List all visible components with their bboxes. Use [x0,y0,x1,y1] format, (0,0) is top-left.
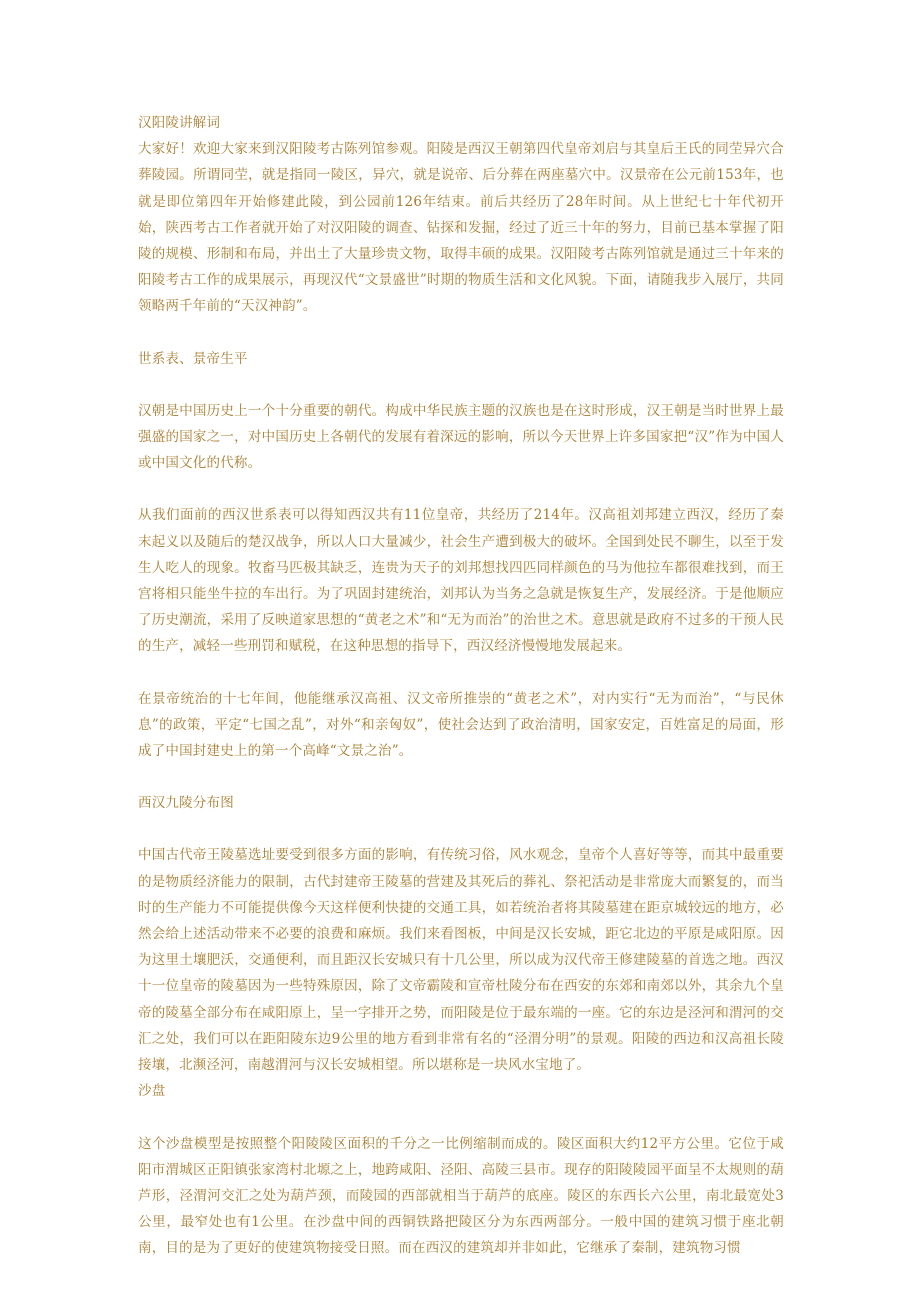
paragraph-han-dynasty: 汉朝是中国历史上一个十分重要的朝代。构成中华民族主题的汉族也是在这时形成，汉王朝是当时世界上最强盛的国家之一，对中国历史上各朝代的发展有着深远的影响，所以今天世界上许多国家把“汉”作为中国人或中国文化的代称。 [138,402,784,472]
document-title: 汉阳陵讲解词 [138,115,221,131]
paragraph-sand-table-model: 这个沙盘模型是按照整个阳陵陵区面积的千分之一比例缩制而成的。陵区面积大约12平方公里。它位于咸阳市渭城区正阳镇张家湾村北塬之上，地跨咸阳、泾阳、高陵三县市。现存的阳陵陵园平面呈不太规则的葫芦形，泾渭河交汇之处为葫芦颈，而陵园的西部就相当于葫芦的底座。陵区的东西长六公里，南北最宽处3公里，最窄处也有1公里。在沙盘中间的西铜铁路把陵区分为东西两部分。一般中国的建筑习惯于座北朝南，目的是为了更好的使建筑物接受日照。而在西汉的建筑却并非如此，它继承了秦制，建筑物习惯 [138,1135,784,1257]
paragraph-western-han-emperors: 从我们面前的西汉世系表可以得知西汉共有11位皇帝，共经历了214年。汉高祖刘邦建立西汉，经历了秦末起义以及随后的楚汉战争，所以人口大量减少，社会生产遭到极大的破坏。全国到处民不聊生，以至于发生人吃人的现象。牧畜马匹极其缺乏，连贵为天子的刘邦想找四匹同样颜色的马为他拉车都很难找到，而王宫将相只能坐牛拉的车出行。为了巩固封建统治，刘邦认为当务之急就是恢复生产，发展经济。于是他顺应了历史潮流，采用了反映道家思想的“黄老之术”和“无为而治”的治世之术。意思就是政府不过多的干预人民的生产，减轻一些刑罚和赋税，在这种思想的指导下，西汉经济慢慢地发展起来。 [138,507,784,655]
spacer [138,1105,784,1131]
paragraph-jing-emperor-reign: 在景帝统治的十七年间，他能继承汉高祖、汉文帝所推崇的“黄老之术”，对内实行“无为而治”，“与民休息”的政策，平定“七国之乱”，对外“和亲匈奴”，使社会达到了政治清明，国家安定，百姓富足的局面，形成了中国封建史上的第一个高峰“文景之治”。 [138,690,784,760]
spacer [138,816,784,842]
section-heading-nine-tombs: 西汉九陵分布图 [138,795,234,812]
section-heading-genealogy: 世系表、景帝生平 [138,350,248,367]
paragraph-tomb-site-selection: 中国古代帝王陵墓选址要受到很多方面的影响，有传统习俗，风水观念，皇帝个人喜好等等，而其中最重要的是物质经济能力的限制，古代封建帝王陵墓的营建及其死后的葬礼、祭祀活动是非常庞大而繁复的，而当时的生产能力不可能提供像今天这样便利快捷的交通工具，如若统治者将其陵墓建在距京城较远的地方，必然会给上述活动带来不必要的浪费和麻烦。我们来看图板，中间是汉长安城，距它北边的平原是咸阳原。因为这里土壤肥沃，交通便利，而且距汉长安城只有十几公里，所以成为汉代帝王修建陵墓的首选之地。西汉十一位皇帝的陵墓因为一些特殊原因，除了文帝霸陵和宣帝杜陵分布在西安的东郊和南郊以外，其余九个皇帝的陵墓全部分布在咸阳原上，呈一字排开之势，而阳陵是位于最东端的一座。它的东边是泾河和渭河的交汇之处，我们可以在距阳陵东边9公里的地方看到非常有名的“泾渭分明”的景观。阳陵的西边和汉高祖长陵接壤，北濒泾河，南越渭河与汉长安城相望。所以堪称是一块风水宝地了。 [138,847,784,1074]
spacer [138,476,784,502]
spacer [138,660,784,686]
section-heading-sand-table: 沙盘 [138,1083,166,1100]
document-page [138,110,784,1262]
intro-paragraph: 大家好！欢迎大家来到汉阳陵考古陈列馆参观。阳陵是西汉王朝第四代皇帝刘启与其皇后王氏的同茔异穴合葬陵园。所谓同茔，就是指同一陵区，异穴，就是说帝、后分葬在两座墓穴中。汉景帝在公元前153年，也就是即位第四年开始修建此陵，到公园前126年结束。前后共经历了28年时间。从上世纪七十年代初开始，陕西考古工作者就开始了对汉阳陵的调查、钻探和发掘，经过了近三十年的努力，目前已基本掌握了阳陵的规模、形制和布局，并出土了大量珍贵文物，取得丰硕的成果。汉阳陵考古陈列馆就是通过三十年来的阳陵考古工作的成果展示，再现汉代“文景盛世”时期的物质生活和文化风貌。下面，请随我步入展厅，共同领略两千年前的“天汉神韵”。 [138,141,784,315]
spacer [138,764,784,790]
spacer [138,372,784,398]
spacer [138,320,784,346]
